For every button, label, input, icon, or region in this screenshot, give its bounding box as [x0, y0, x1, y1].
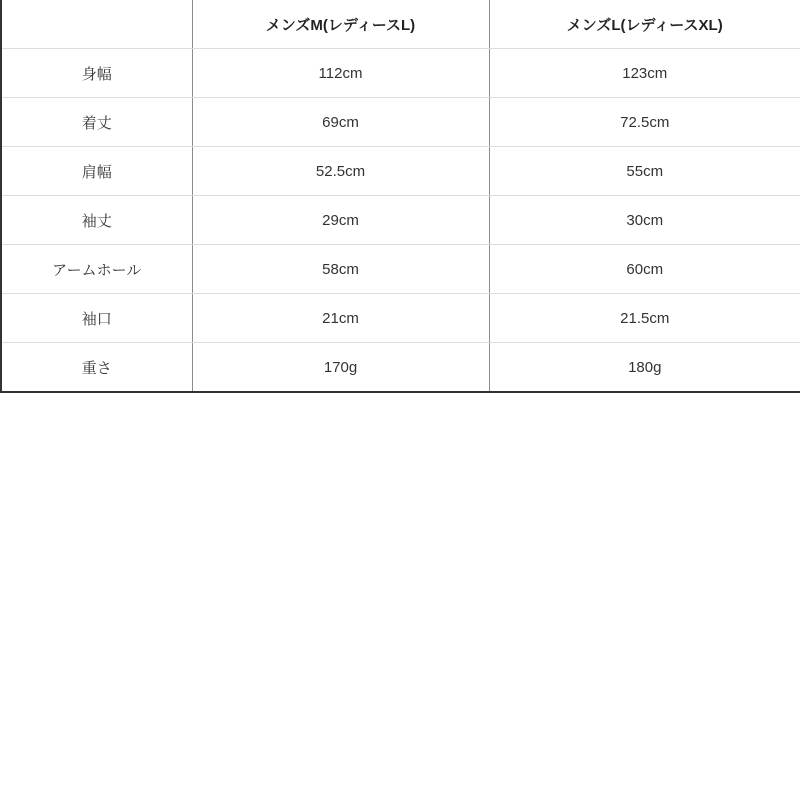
column-header-blank [1, 0, 192, 49]
table-row [1, 245, 800, 294]
table-row [1, 49, 800, 98]
row-label: アームホール [1, 245, 192, 294]
size-value: 72.5cm [489, 98, 800, 147]
row-label: 身幅 [1, 49, 192, 98]
size-value: 55cm [489, 147, 800, 196]
table-row [1, 343, 800, 393]
size-chart-table [0, 0, 800, 393]
size-value: 123cm [489, 49, 800, 98]
size-value: 112cm [192, 49, 489, 98]
table-row [1, 147, 800, 196]
column-header-mens-l: メンズL(レディースXL) [489, 0, 800, 49]
size-value: 29cm [192, 196, 489, 245]
size-value: 21cm [192, 294, 489, 343]
size-value: 60cm [489, 245, 800, 294]
table-row [1, 196, 800, 245]
header-row [1, 0, 800, 49]
row-label: 重さ [1, 343, 192, 393]
row-label: 袖口 [1, 294, 192, 343]
table-row [1, 294, 800, 343]
size-value: 52.5cm [192, 147, 489, 196]
size-value: 21.5cm [489, 294, 800, 343]
size-value: 30cm [489, 196, 800, 245]
size-value: 170g [192, 343, 489, 393]
row-label: 袖丈 [1, 196, 192, 245]
column-header-mens-m: メンズM(レディースL) [192, 0, 489, 49]
size-value: 69cm [192, 98, 489, 147]
row-label: 肩幅 [1, 147, 192, 196]
table-row [1, 98, 800, 147]
size-value: 180g [489, 343, 800, 393]
row-label: 着丈 [1, 98, 192, 147]
size-value: 58cm [192, 245, 489, 294]
